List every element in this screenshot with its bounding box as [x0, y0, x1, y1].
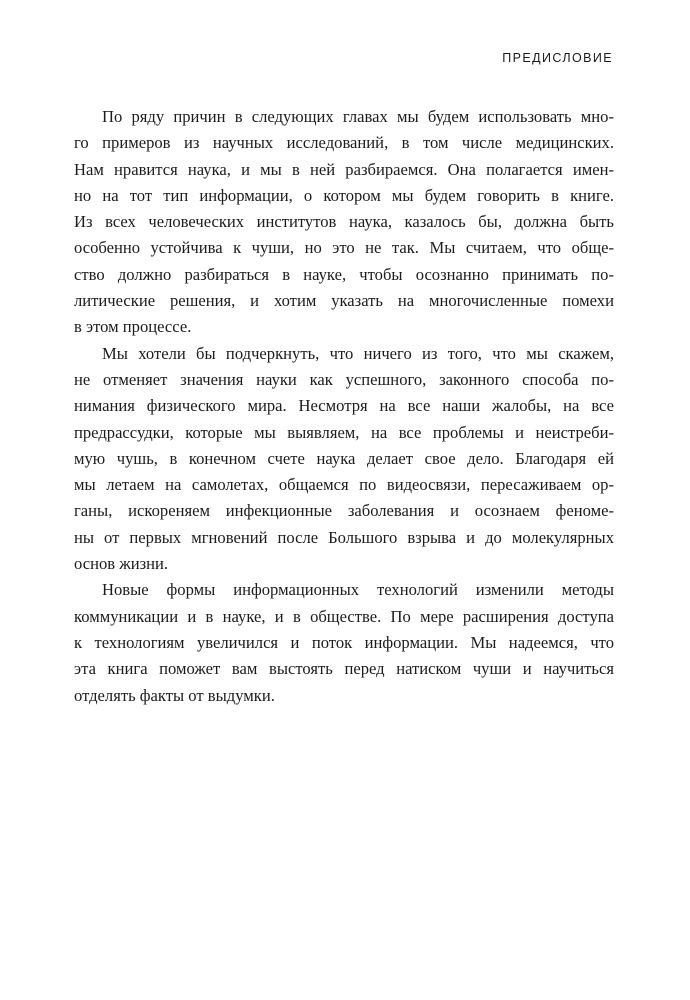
text-line: Мы хотели бы подчеркнуть, что ничего из того, что мы скажем, [102, 343, 614, 363]
text-line: ство должно разбираться в науке, чтобы осознанно принимать по- [74, 264, 614, 284]
running-head: ПРЕДИСЛОВИЕ [502, 51, 613, 65]
text-line: нимания физического мира. Несмотря на все наши жалобы, на все [74, 396, 614, 416]
text-line: отделять факты от выдумки. [74, 685, 275, 705]
text-line: предрассудки, которые мы выявляем, на все проблемы и неистреби- [74, 422, 614, 442]
text-line: но на тот тип информации, о котором мы будем говорить в книге. [74, 185, 614, 205]
text-line: го примеров из научных исследований, в том числе медицинских. [74, 133, 614, 153]
text-line: основ жизни. [74, 554, 169, 574]
text-line: эта книга поможет вам выстоять перед натиском чуши и научиться [74, 659, 614, 679]
paragraph [74, 104, 614, 341]
text-line: мую чушь, в конечном счете наука делает свое дело. Благодаря ей [74, 448, 614, 468]
text-line: мы летаем на самолетах, общаемся по видеосвязи, пересаживаем ор- [74, 475, 614, 495]
text-line: особенно устойчива к чуши, но это не так. Мы считаем, что обще- [74, 238, 614, 258]
text-line: литические решения, и хотим указать на многочисленные помехи [74, 291, 614, 311]
text-line: в этом процессе. [74, 317, 192, 337]
text-line: ны от первых мгновений после Большого взрыва и до молекулярных [74, 527, 614, 547]
text-line: Нам нравится наука, и мы в ней разбираемся. Она полагается имен- [74, 159, 614, 179]
body-text [74, 104, 614, 709]
text-line: По ряду причин в следующих главах мы будем использовать мно- [102, 107, 614, 126]
text-line: Из всех человеческих институтов наука, казалось бы, должна быть [74, 212, 614, 232]
text-line: коммуникации и в науке, и в обществе. По мере расширения доступа [74, 606, 614, 626]
paragraph [74, 341, 614, 578]
text-line: к технологиям увеличился и поток информации. Мы надеемся, что [74, 632, 614, 652]
paragraph [74, 577, 614, 708]
text-line: не отменяет значения науки как успешного, законного способа по- [74, 369, 614, 389]
text-line: ганы, искореняем инфекционные заболевания и осознаем феноме- [74, 501, 614, 521]
text-line: Новые формы информационных технологий изменили методы [102, 580, 614, 600]
